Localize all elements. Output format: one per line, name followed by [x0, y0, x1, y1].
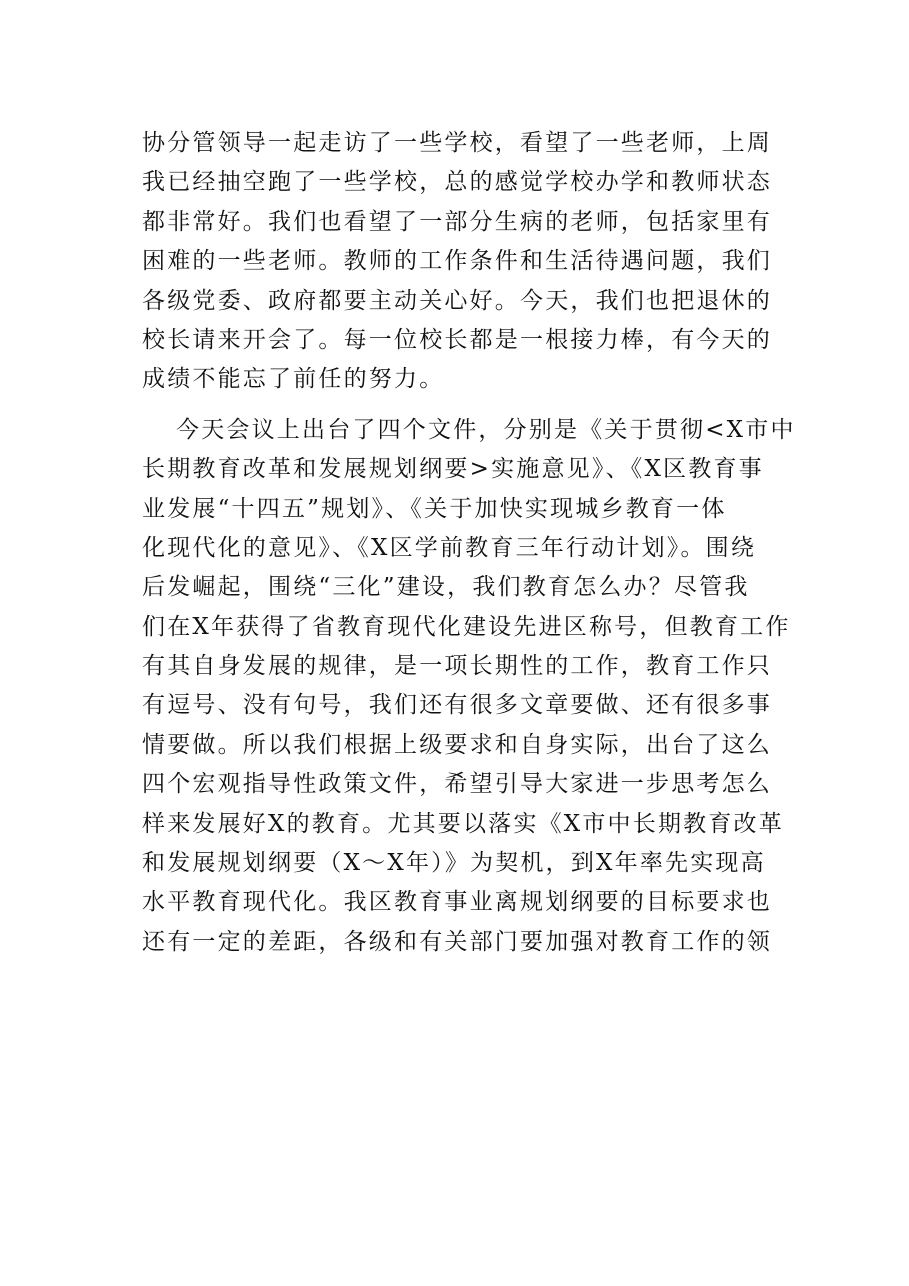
- text-line: 情要做。所以我们根据上级要求和自身实际，出台了这么: [142, 731, 772, 758]
- paragraph-1: [142, 124, 782, 400]
- text-line: 和发展规划纲要（X～X年）》为契机，到X年率先实现高: [142, 850, 766, 877]
- text-line: 水平教育现代化。我区教育事业离规划纲要的目标要求也: [142, 889, 772, 916]
- paragraph-2: [142, 411, 796, 962]
- text-line: 样来发展好X的教育。尤其要以落实《X市中长期教育改革: [142, 810, 784, 837]
- text-line: 困难的一些老师。教师的工作条件和生活待遇问题，我们: [142, 248, 772, 275]
- text-line: 今天会议上出台了四个文件，分别是《关于贯彻<X市中: [176, 416, 796, 443]
- text-line: 业发展“十四五”规划》、《关于加快实现城乡教育一体: [142, 495, 727, 522]
- text-line: 我已经抽空跑了一些学校，总的感觉学校办学和教师状态: [142, 169, 772, 196]
- text-line: 各级党委、政府都要主动关心好。今天，我们也把退休的: [142, 287, 772, 314]
- text-line: 还有一定的差距，各级和有关部门要加强对教育工作的领: [142, 928, 772, 955]
- document-body: [142, 124, 796, 962]
- text-line: 后发崛起，围绕“三化”建设，我们教育怎么办？尽管我: [142, 574, 750, 601]
- paragraph-gap: [142, 400, 782, 411]
- text-line: 都非常好。我们也看望了一部分生病的老师，包括家里有: [142, 208, 772, 235]
- text-line: 协分管领导一起走访了一些学校，看望了一些老师，上周: [142, 130, 772, 156]
- text-line: 有其自身发展的规律，是一项长期性的工作，教育工作只: [142, 653, 772, 680]
- text-line: 成绩不能忘了前任的努力。: [142, 366, 445, 393]
- text-line: 长期教育改革和发展规划纲要>实施意见》、《X区教育事: [142, 456, 764, 483]
- text-line: 四个宏观指导性政策文件，希望引导大家进一步思考怎么: [142, 771, 772, 798]
- text-line: 有逗号、没有句号，我们还有很多文章要做、还有很多事: [142, 692, 772, 719]
- text-line: 校长请来开会了。每一位校长都是一根接力棒，有今天的: [142, 326, 772, 353]
- text-line: 化现代化的意见》、《X区学前教育三年行动计划》。围绕: [142, 534, 757, 561]
- text-line: 们在X年获得了省教育现代化建设先进区称号，但教育工作: [142, 613, 791, 640]
